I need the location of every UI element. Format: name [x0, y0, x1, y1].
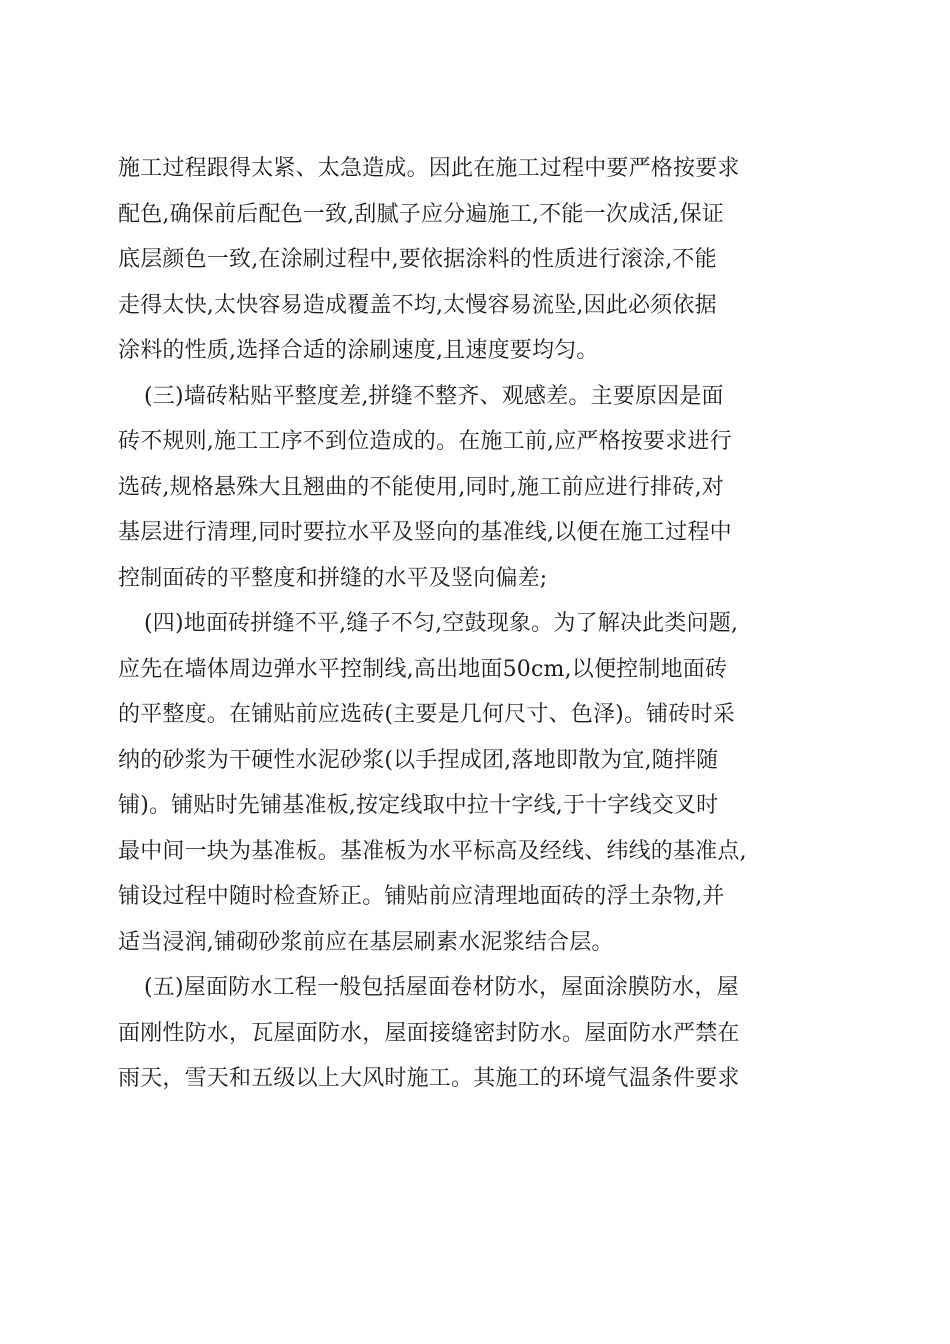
text-line: 面刚性防水，瓦屋面防水，屋面接缝密封防水。屋面防水严禁在	[118, 1020, 740, 1046]
text-line: 雨天，雪天和五级以上大风时施工。其施工的环境气温条件要求	[118, 1066, 740, 1091]
text-line: 砖不规则,施工工序不到位造成的。在施工前,应严格按要求进行	[118, 429, 732, 454]
text-line: 纳的砂浆为干硬性水泥砂浆(以手捏成团,落地即散为宜,随拌随	[118, 747, 719, 773]
section-four-first-line: (四)地面砖拼缝不平,缝子不匀,空鼓现象。为了解决此类问题,	[144, 611, 739, 636]
document-body	[118, 146, 834, 1102]
text-line: 选砖,规格悬殊大且翘曲的不能使用,同时,施工前应进行排砖,对	[118, 474, 724, 500]
section-three-first-line: (三)墙砖粘贴平整度差,拼缝不整齐、观感差。主要原因是面	[144, 383, 724, 409]
text-line: 铺)。铺贴时先铺基准板,按定线取中拉十字线,于十字线交叉时	[118, 793, 719, 818]
text-line: 施工过程跟得太紧、太急造成。因此在施工过程中要严格按要求	[118, 156, 740, 181]
text-line: 的平整度。在铺贴前应选砖(主要是几何尺寸、色泽)。铺砖时采	[118, 702, 735, 727]
section-five-first-line: (五)屋面防水工程一般包括屋面卷材防水，屋面涂膜防水，屋	[144, 975, 739, 1000]
text-line: 走得太快,太快容易造成覆盖不均,太慢容易流坠,因此必须依据	[118, 292, 717, 318]
text-line: 应先在墙体周边弹水平控制线,高出地面50cm,以便控制地面砖	[118, 656, 728, 682]
text-line: 适当浸润,铺砌砂浆前应在基层刷素水泥浆结合层。	[118, 929, 614, 955]
text-line: 控制面砖的平整度和拼缝的水平及竖向偏差;	[118, 565, 548, 591]
text-line: 铺设过程中随时检查矫正。铺贴前应清理地面砖的浮土杂物,并	[118, 884, 725, 909]
text-line: 底层颜色一致,在涂刷过程中,要依据涂料的性质进行滚涂,不能	[118, 247, 717, 272]
text-line: 涂料的性质,选择合适的涂刷速度,且速度要均匀。	[118, 338, 599, 363]
text-line: 最中间一块为基准板。基准板为水平标高及经线、纬线的基准点,	[118, 838, 747, 864]
text-line: 基层进行清理,同时要拉水平及竖向的基准线,以便在施工过程中	[118, 520, 732, 545]
text-line: 配色,确保前后配色一致,刮腻子应分遍施工,不能一次成活,保证	[118, 201, 724, 227]
